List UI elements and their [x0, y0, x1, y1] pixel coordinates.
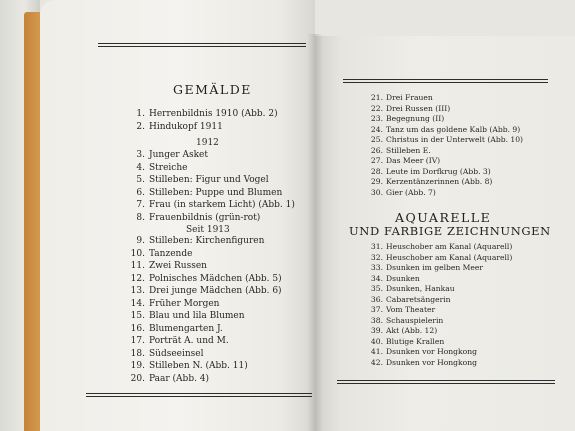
list-item: 21. Drei Frauen [370, 93, 433, 102]
list-item: 6. Stilleben: Puppe und Blumen [136, 187, 283, 198]
section-heading-gemaelde: GEMÄLDE [173, 82, 252, 97]
left-page [40, 0, 315, 431]
list-item: 5. Stilleben: Figur und Vogel [136, 175, 269, 185]
book-gutter-shadow [307, 34, 323, 431]
section-heading-aquarelle: AQUARELLE [395, 210, 492, 225]
painting-list-group-2 [118, 151, 295, 226]
list-item: 40. Blutige Krallen [370, 336, 445, 346]
list-item: 36. Cabaretsängerin [370, 294, 451, 304]
list-item: 10. Tanzende [130, 248, 193, 259]
list-item: 42. Dsunken vor Hongkong [370, 357, 477, 367]
list-item: 39. Akt (Abb. 12) [370, 326, 438, 335]
group-heading-1912: 1912 [196, 138, 219, 148]
list-item: 8. Frauenbildnis (grün-rot) [136, 212, 261, 223]
list-item: 33. Dsunken im gelben Meer [370, 263, 484, 272]
list-item: 37. Vom Theater [370, 305, 436, 314]
painting-list-group-1 [118, 110, 278, 135]
list-item: 9. Stilleben: Kirchenfiguren [136, 236, 265, 246]
list-item: 25. Christus in der Unterwelt (Abb. 10) [370, 135, 524, 144]
list-item: 28. Leute im Dorfkrug (Abb. 3) [370, 166, 491, 176]
list-item: 19. Stilleben N. (Abb. 11) [130, 361, 248, 371]
list-item: 29. Kerzentänzerinnen (Abb. 8) [370, 177, 493, 186]
top-rule [98, 43, 306, 47]
bottom-rule [86, 393, 312, 397]
list-item: 4. Streiche [136, 162, 188, 173]
list-item: 1. Herrenbildnis 1910 (Abb. 2) [136, 109, 278, 119]
group-heading-seit-1913: Seit 1913 [186, 225, 230, 235]
list-item: 13. Drei junge Mädchen (Abb. 6) [130, 286, 282, 296]
list-item: 16. Blumengarten J. [130, 323, 223, 334]
list-item: 11. Zwei Russen [130, 261, 207, 271]
list-item: 22. Drei Russen (III) [370, 103, 451, 113]
list-item: 35. Dsunken, Hankau [370, 284, 455, 293]
list-item: 7. Frau (in starkem Licht) (Abb. 1) [136, 200, 295, 210]
list-item: 38. Schauspielerin [370, 315, 444, 325]
list-item: 3. Junger Asket [136, 150, 208, 160]
list-item: 34. Dsunken [370, 273, 420, 283]
list-item: 30. Gier (Abb. 7) [370, 187, 436, 197]
list-item: 20. Paar (Abb. 4) [130, 373, 210, 384]
list-item: 17. Porträt A. und M. [130, 336, 229, 346]
top-rule [343, 79, 548, 83]
list-item: 2. Hindukopf 1911 [136, 121, 223, 132]
list-item: 31. Heuschober am Kanal (Aquarell) [370, 242, 513, 251]
list-item: 24. Tanz um das goldene Kalb (Abb. 9) [370, 124, 521, 134]
list-item: 27. Das Meer (IV) [370, 156, 441, 165]
watercolor-list [359, 243, 512, 369]
right-page [315, 36, 575, 431]
list-item: 41. Dsunken vor Hongkong [370, 347, 477, 356]
list-item: 12. Polnisches Mädchen (Abb. 5) [130, 273, 282, 284]
list-item: 14. Früher Morgen [130, 298, 220, 309]
list-item: 26. Stilleben E. [370, 145, 431, 155]
list-item: 15. Blau und lila Blumen [130, 311, 245, 321]
section-heading-farbige-zeichnungen: UND FARBIGE ZEICHNUNGEN [349, 224, 551, 238]
bottom-rule [337, 380, 555, 384]
list-item: 32. Heuschober am Kanal (Aquarell) [370, 252, 513, 262]
list-item: 23. Begegnung (II) [370, 114, 445, 123]
painting-list-continued [359, 94, 523, 199]
list-item: 18. Südseeinsel [130, 348, 204, 359]
painting-list-group-3 [118, 237, 282, 387]
